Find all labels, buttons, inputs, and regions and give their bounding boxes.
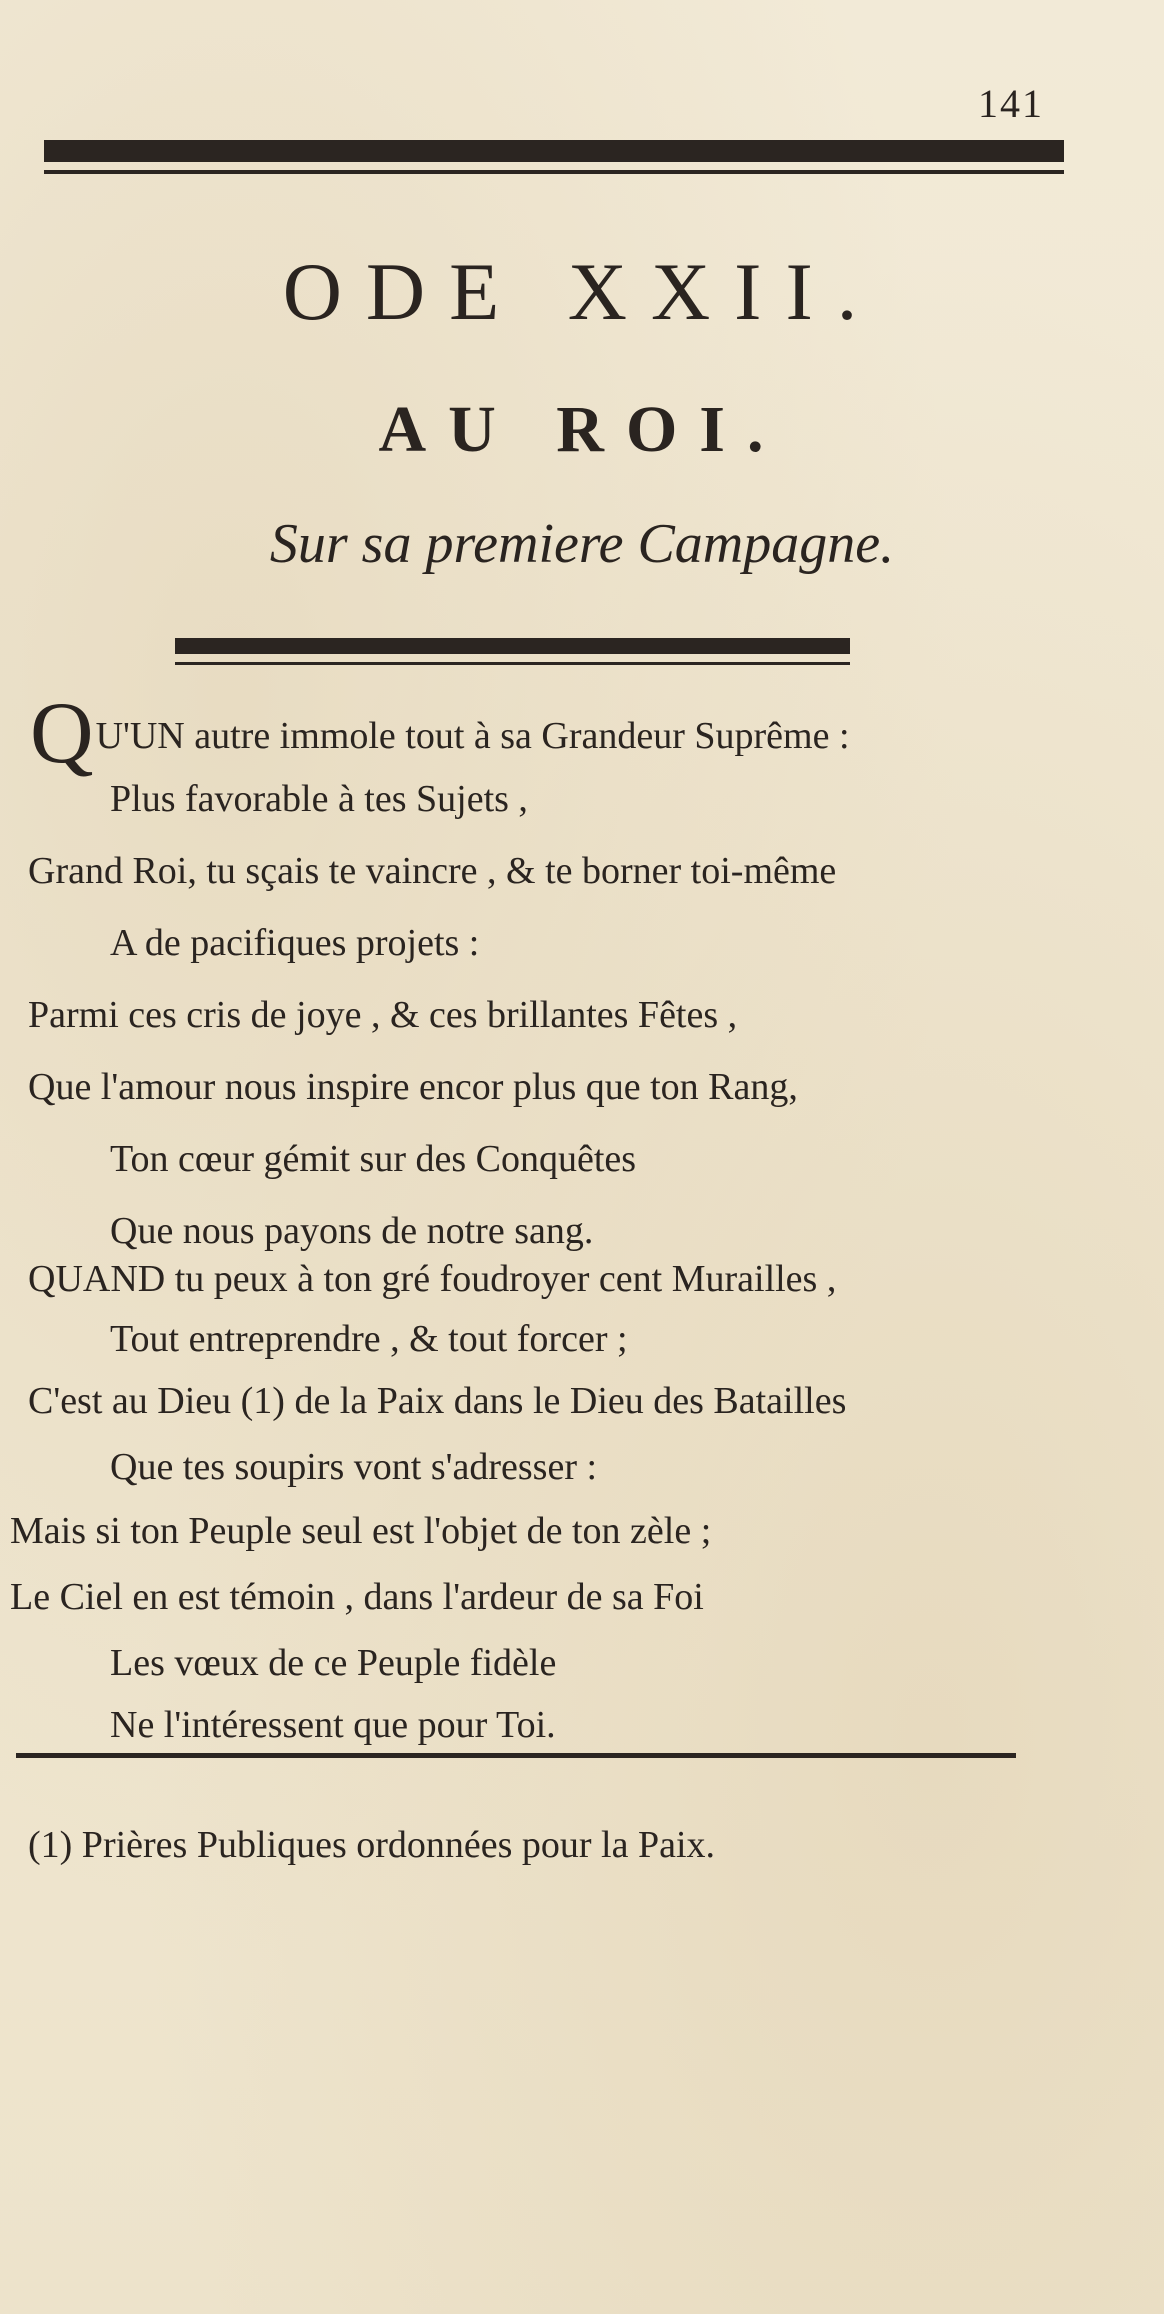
verse-line: Le Ciel en est témoin , dans l'ardeur de sa Foi	[10, 1576, 704, 1618]
verse-line: Ne l'intéressent que pour Toi.	[110, 1704, 556, 1746]
verse-line: C'est au Dieu (1) de la Paix dans le Dieu des Batailles	[28, 1380, 847, 1422]
verse-line: Que tes soupirs vont s'adresser :	[110, 1446, 598, 1488]
verse-line: Parmi ces cris de joye , & ces brillantes Fêtes ,	[28, 994, 738, 1036]
section-rule-thick	[175, 638, 850, 654]
ode-dedication: Sur sa premiere Campagne.	[269, 513, 895, 575]
header-rule-thin	[44, 170, 1064, 174]
header-rule-thick	[44, 140, 1064, 162]
verse-line: Mais si ton Peuple seul est l'objet de ton zèle ;	[10, 1510, 712, 1552]
section-rule-thin	[175, 662, 850, 665]
verse-line: Que nous payons de notre sang.	[110, 1210, 594, 1252]
drop-cap: Q	[30, 685, 94, 782]
verse-line: Que l'amour nous inspire encor plus que ton Rang,	[28, 1066, 798, 1108]
verse-text: U'UN autre immole tout à sa Grandeur Suprême :	[95, 715, 850, 757]
verse-line: Tout entreprendre , & tout forcer ;	[110, 1318, 628, 1360]
verse-line	[30, 685, 850, 782]
verse-line: Les vœux de ce Peuple fidèle	[110, 1642, 557, 1684]
footnote-rule	[16, 1753, 1016, 1758]
ode-title: ODE XXII.	[282, 246, 882, 337]
verse-line: A de pacifiques projets :	[110, 922, 480, 964]
footnote: (1) Prières Publiques ordonnées pour la Paix.	[28, 1824, 716, 1866]
verse-line: Ton cœur gémit sur des Conquêtes	[110, 1138, 637, 1180]
page-number: 141	[978, 81, 1044, 126]
verse-line: QUAND tu peux à ton gré foudroyer cent Murailles ,	[28, 1258, 837, 1300]
verse-line: Plus favorable à tes Sujets ,	[110, 778, 528, 820]
ode-subtitle: AU ROI.	[378, 393, 786, 466]
verse-line: Grand Roi, tu sçais te vaincre , & te borner toi-même	[28, 850, 837, 892]
